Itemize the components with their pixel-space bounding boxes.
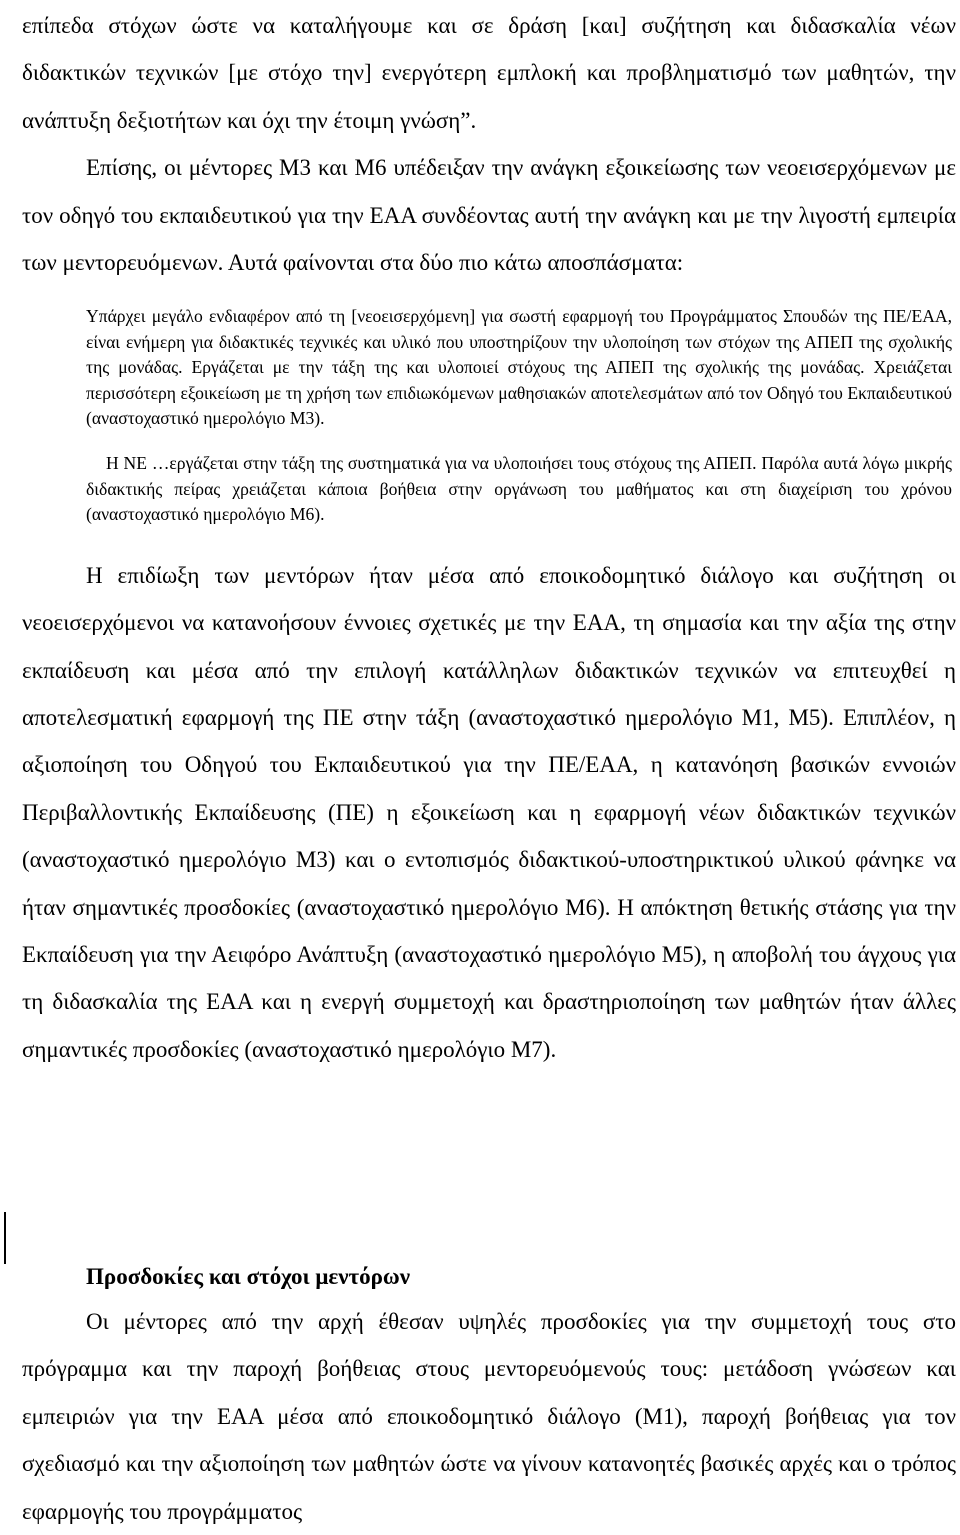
paragraph-mentor-expectations: Οι μέντορες από την αρχή έθεσαν υψηλές προσδοκίες για την συμμετοχή τους στο πρόγραμμα και την παροχή βοήθειας στους μεντορευόμενούς τους: μετάδοση γνώσεων και εμπειριών για την ΕΑΑ μέσα από εποικοδομητικό διάλογο (Μ1), παροχή βοήθειας για τον σχεδιασμό και την αξιοποίηση των μαθητών ώστε να γίνουν κατανοητές βασικές αρχές και ο τρόπος εφαρμογής του προγράμματος bbox=[22, 1309, 956, 1524]
revision-bar bbox=[4, 1212, 6, 1264]
document-body bbox=[22, 0, 956, 1073]
paragraph-mentors-aims: Η επιδίωξη των μεντόρων ήταν μέσα από εποικοδομητικό διάλογο και συζήτηση οι νεοεισερχόμενοι να κατανοήσουν έννοιες σχετικές με την ΕΑΑ, τη σημασία και την αξία της στην εκπαίδευση και μέσα από την επιλογή κατάλληλων διδακτικών τεχνικών να επιτευχθεί η αποτελεσματική εφαρμογή της ΠΕ στην τάξη (αναστοχαστικό ημερολόγιο Μ1, Μ5). Επιπλέον, η αξιοποίηση του Οδηγού του Εκπαιδευτικού για την ΠΕ/ΕΑΑ, η κατανόηση βασικών εννοιών Περιβαλλοντικής Εκπαίδευσης (ΠΕ) η εξοικείωση και η εφαρμογή νέων διδακτικών τεχνικών (αναστοχαστικό ημερολόγιο Μ3) και ο εντοπισμός διδακτικού-υποστηρικτικού υλικού φάνηκε να ήταν σημαντικές προσδοκίες (αναστοχαστικό ημερολόγιο Μ6). Η απόκτηση θετικής στάσης για την Εκπαίδευση για την Αειφόρο Ανάπτυξη (αναστοχαστικό ημερολόγιο Μ5), η αποβολή του άγχους για τη διδασκαλία της ΕΑΑ και η ενεργή συμμετοχή και δραστηριοποίηση των μαθητών ήταν άλλες σημαντικές προσδοκίες (αναστοχαστικό ημερολόγιο Μ7). bbox=[22, 562, 956, 1062]
quote-excerpt-m6: Η ΝΕ …εργάζεται στην τάξη της συστηματικά για να υλοποιήσει τους στόχους της ΑΠΕΠ. Παρόλα αυτά λόγω μικρής διδακτικής πείρας χρειάζεται κάποια βοήθεια στην οργάνωση του μαθήματος και στη διαχείριση του χρόνου (αναστοχαστικό ημερολόγιο Μ6). bbox=[86, 453, 952, 525]
section-heading: Προσδοκίες και στόχοι μεντόρων bbox=[86, 1264, 410, 1289]
paragraph-continuation: επίπεδα στόχων ώστε να καταλήγουμε και σε δράση [και] συζήτηση και διδασκαλία νέων διδακτικών τεχνικών [με στόχο την] ενεργότερη εμπλοκή και προβληματισμό των μαθητών, την ανάπτυξη δεξιοτήτων και όχι την έτοιμη γνώση”. bbox=[22, 13, 956, 133]
quote-excerpt-m3: Υπάρχει μεγάλο ενδιαφέρον από τη [νεοεισερχόμενη] για σωστή εφαρμογή του Προγράμματος Σπουδών της ΠΕ/ΕΑΑ, είναι ενήμερη για διδακτικές τεχνικές και υλικό που υποστηρίζουν την υλοποίηση των στόχων της ΑΠΕΠ της σχολικής της μονάδας. Εργάζεται με την τάξη της και υλοποιεί στόχους της ΑΠΕΠ της σχολικής της μονάδας. Χρειάζεται περισσότερη εξοικείωση με τη χρήση των επιδιωκόμενων μαθησιακών αποτελεσμάτων από τον Οδηγό του Εκπαιδευτικού (αναστοχαστικό ημερολόγιο Μ3). bbox=[86, 306, 952, 429]
paragraph-mentors-guide-need: Επίσης, οι μέντορες Μ3 και Μ6 υπέδειξαν την ανάγκη εξοικείωσης των νεοεισερχόμενων με τον οδηγό του εκπαιδευτικού για την ΕΑΑ συνδέοντας αυτή την ανάγκη και με την λιγοστή εμπειρία των μεντορευόμενων. Αυτά φαίνονται στα δύο πιο κάτω αποσπάσματα: bbox=[22, 155, 956, 276]
